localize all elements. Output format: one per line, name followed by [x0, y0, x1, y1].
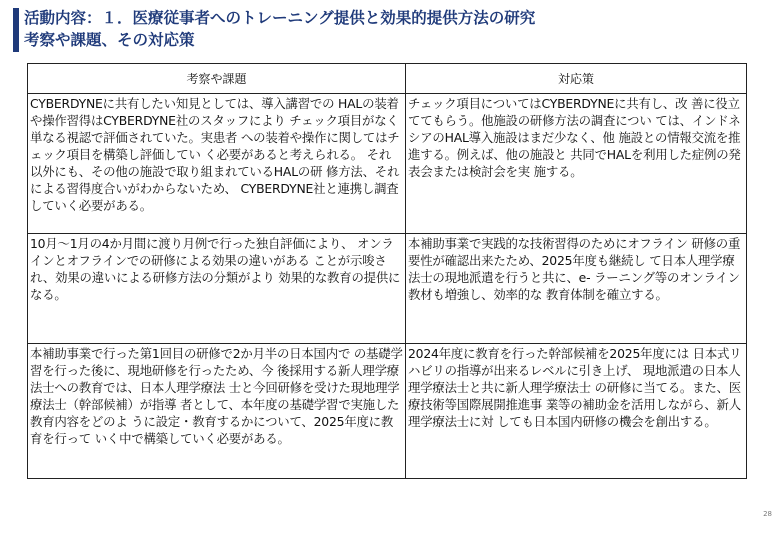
response-cell [406, 234, 747, 344]
response-text: 本補助事業で実践的な技術習得のためにオフライン 研修の重要性が確認出来たため、2025年度も継続し て日本人理学療法士の現地派遣を行うと共に、e- ラーニング等のオンライン教材も増強し、効率的な 教育体制を確立する。 [408, 236, 741, 302]
table-row [28, 234, 747, 344]
issue-cell [28, 234, 406, 344]
table-row [28, 344, 747, 479]
title-line-2: 考察や課題、その対応策 [24, 31, 195, 49]
title-accent-bar [13, 8, 19, 52]
issues-response-table [27, 63, 747, 479]
response-cell [406, 94, 747, 234]
issue-cell [28, 344, 406, 479]
page-number: 28 [763, 510, 772, 518]
table-row [28, 94, 747, 234]
column-header-issues: 考察や課題 [28, 64, 406, 94]
response-text: 2024年度に教育を行った幹部候補を2025年度には 日本式リハビリの指導が出来るレベルに引き上げ、 現地派遣の日本人理学療法士と共に新人理学療法士 の研修に当てる。また、医療技術等国際展開推進事 業等の補助金を活用しながら、新人理学療法士に対 しても日本国内研修の機会を創出する。 [408, 346, 742, 429]
table-header-row [28, 64, 747, 94]
response-cell [406, 344, 747, 479]
issue-cell [28, 94, 406, 234]
response-text: チェック項目についてはCYBERDYNEに共有し、改 善に役立ててもらう。他施設の研修方法の調査につい ては、インドネシアのHAL導入施設はまだ少なく、他 施設との情報交流を推進する。例えば、他の施設と 共同でHALを利用した症例の発表会または検討会を実 施する。 [408, 96, 741, 179]
issue-text: 本補助事業で行った第1回目の研修で2か月半の日本国内で の基礎学習を行った後に、現地研修を行ったため、今 後採用する新人理学療法士への教育では、日本人理学療法 士と今回研修を受けた現地理学療法士（幹部候補）が指導 者として、本年度の基礎学習で実施した教育内容をどのよ うに設定・教育するかについて、2025年度に教育を行って いく中で構築していく必要がある。 [30, 346, 403, 446]
issue-text: 10月～1月の4か月間に渡り月例で行った独自評価により、 オンラインとオフラインでの研修による効果の違いがある ことが示唆され、効果の違いによる研修方法の分類がより 効果的な教育の提供になる。 [30, 236, 401, 302]
column-header-response: 対応策 [406, 64, 747, 94]
title-line-1: 活動内容：１．医療従事者へのトレーニング提供と効果的提供方法の研究 [24, 9, 536, 27]
page-title [24, 7, 764, 51]
issue-text: CYBERDYNEに共有したい知見としては、導入講習での HALの装着や操作習得はCYBERDYNE社のスタッフにより チェック項目がなく単なる視認で評価されていた。実患者 への装着や操作に関してはチェック項目を構築し評価してい く必要があると考えられる。 それ以外にも、その他の施設で取り組まれているHALの研 修方法、それによる習得度合いがわからないため、 CYBERDYNE社と連携し調査していく必要がある。 [30, 96, 400, 213]
